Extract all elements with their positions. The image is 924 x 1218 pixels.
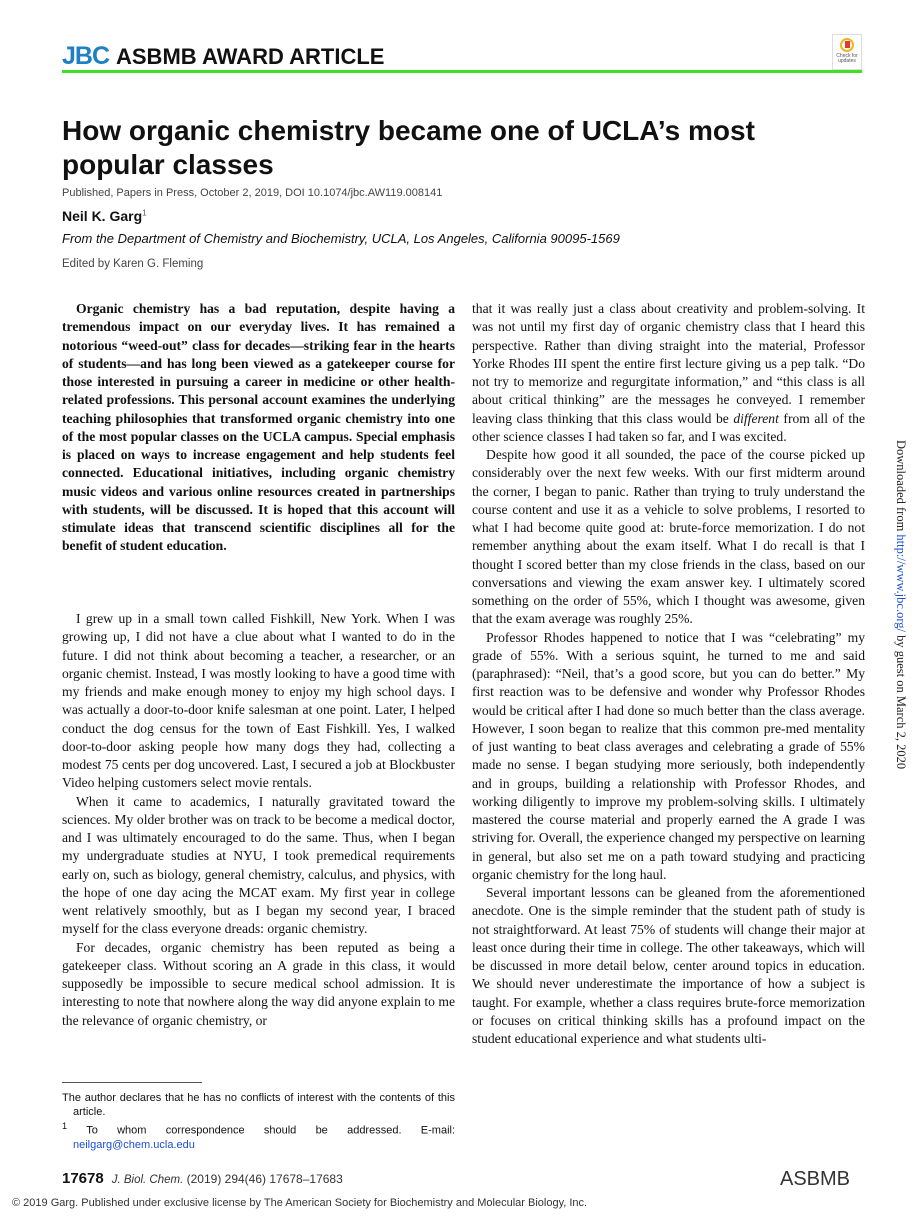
edited-by: Edited by Karen G. Fleming (62, 258, 204, 270)
jbc-link[interactable]: http://www.jbc.org/ (894, 534, 908, 632)
bookmark-icon (840, 38, 854, 52)
download-watermark (893, 440, 908, 769)
body-paragraph: When it came to academics, I naturally gravitated toward the sciences. My older brother was on track to be become a medical doctor, and I was ultimately encouraged to do the same. Thus, when I began my undergraduate studies at NYU, I took premedical requirements early on, such as biology, general chemistry, calculus, and physics, with the hope of one day acing the MCAT exam. My first year in college went relatively smoothly, but as I began my second year, I braced myself for the class everyone dreads: organic chemistry. (62, 793, 455, 937)
check-for-updates-button[interactable] (832, 34, 862, 70)
journal-header (62, 40, 862, 72)
right-column (472, 300, 865, 1048)
check-updates-label: Check for updates (836, 53, 858, 64)
correspondence-footnote (62, 1119, 455, 1152)
page-footer (62, 1170, 343, 1187)
body-paragraph: I grew up in a small town called Fishkill, New York. When I was growing up, I did not have a clue about what I wanted to do in the future. I did not think about becoming a teacher, a researcher, or an organic chemist. Instead, I was mostly looking to have a good time with my friends and make enough money to enjoy my high school days. I was actually a door-to-door knife salesman at one point. Later, I helped conduct the dog census for the town of East Fishkill. Yes, I walked door-to-door asking people how many dogs they had, collecting a modest 75 cents per dog uncovered. Last, I secured a job at Blockbuster Video helping customers select movie rentals. (62, 611, 455, 791)
left-column (62, 610, 455, 1030)
footnote-mark: 1 (62, 1121, 68, 1131)
footnote-divider (62, 1082, 202, 1083)
conflict-footnote: The author declares that he has no conflicts of interest with the contents of this article. (62, 1092, 455, 1118)
article-type-banner: ASBMB AWARD ARTICLE (116, 44, 385, 69)
body-paragraph: Professor Rhodes happened to notice that I was “celebrating” my grade of 55%. With a serious squint, he turned to me and said (paraphrased): “Neil, that’s a good score, but you can do better.” My first reaction was to be defensive and wonder why Professor Rhodes would be critical after I had done so much better than the class average. However, I soon began to realize that this common pre-med mentality of just wanting to beat class averages and celebrating a grade of 55% made no sense. I began studying more seriously, both independently and in groups, building a relationship with Professor Rhodes, and working diligently to improve my problem-solving skills. I ultimately mastered the course material and properly earned the A grade I was striving for. Overall, the experience changed my perspective on learning in general, but also set me on a path toward studying and practicing organic chemistry for the long haul. (472, 629, 865, 882)
text: from all of the other science classes I had taken so far, and I was excited. (472, 410, 865, 444)
footnotes (62, 1091, 455, 1152)
author-name (62, 208, 147, 224)
text: To whom correspondence should be addressed. E-mail: (86, 1124, 456, 1137)
email-link[interactable]: neilgarg@chem.ucla.edu (73, 1138, 195, 1151)
asbmb-logo: ASBMB (780, 1168, 851, 1190)
citation: (2019) 294(46) 17678–17683 (186, 1172, 343, 1186)
header-divider (62, 70, 862, 73)
body-paragraph: Several important lessons can be gleaned from the aforementioned anecdote. One is the simple reminder that the student path of study is not straightforward. At least 75% of students will change their major at least once during their time in college. The other takeaways, which will be discussed in more detail below, center around topics in education. We should never underestimate the importance of how a subject is taught. For example, whether a class requires brute-force memorization or focuses on critical thinking skills has a profound impact on the student educational experience and what students ulti- (472, 885, 865, 1046)
article-title: How organic chemistry became one of UCLA’s most popular classes (62, 115, 755, 180)
abstract: Organic chemistry has a bad reputation, despite having a tremendous impact on our everyday lives. It has remained a notorious “weed-out” class for decades—striking fear in the hearts of students—and has long been viewed as a gatekeeper course for those interested in pursuing a career in medicine or other health-related professions. This personal account examines the underlying teaching philosophies that transformed organic chemistry into one of the most popular classes on the UCLA campus. Special emphasis is placed on ways to increase engagement and help students feel connected. Educational initiatives, including organic chemistry music videos and various online resources created in partnerships with students, will be discussed. It is hoped that this account will stimulate ideas that transcend scientific disciplines all for the benefit of student education. (62, 301, 455, 554)
author-footnote-mark: 1 (142, 208, 147, 218)
author: Neil K. Garg (62, 208, 143, 224)
emphasis: different (733, 410, 779, 426)
text: Downloaded from (894, 440, 908, 535)
affiliation: From the Department of Chemistry and Biochemistry, UCLA, Los Angeles, California 90095-1569 (62, 231, 620, 246)
publication-info: Published, Papers in Press, October 2, 2019, DOI 10.1074/jbc.AW119.008141 (62, 187, 443, 199)
body-paragraph: Despite how good it all sounded, the pace of the course picked up considerably over the next few weeks. With our first midterm around the corner, I began to panic. Rather than trying to truly understand the course content and use it as a vehicle to solve problems, I resorted to what I had become quite good at: brute-force memorization. I do not remember anything about the exam itself. What I do recall is that I thought I scored better than my close friends in the class, based on our conversations and viewing the exam answer key. I ultimately scored something on the order of 55%, which I thought was awesome, given that the exam average was roughly 25%. (472, 447, 865, 627)
text: that it was really just a class about creativity and problem-solving. It was not until my first day of organic chemistry class that I heard this perspective. Rather than diving straight into the material, Professor Yorke Rhodes III spent the entire first lecture giving us a pep talk. “Do not try to memorize and regurgitate information,” and “this class is all about critical thinking” are the messages he conveyed. I remember leaving class thinking that this class would be (472, 301, 865, 426)
copyright: © 2019 Garg. Published under exclusive license by The American Society for Biochemistry and Molecular Biology, Inc. (12, 1197, 588, 1209)
body-paragraph-continued (472, 300, 865, 446)
body-paragraph: For decades, organic chemistry has been reputed as being a gatekeeper class. Without scoring an A grade in this class, it would supposedly be impossible to secure medical school admission. It is interesting to note that nowhere along the way did anyone explain to me the relevance of organic chemistry, or (62, 939, 455, 1028)
text: by guest on March 2, 2020 (894, 632, 908, 770)
page-number: 17678 (62, 1170, 104, 1187)
jbc-logo: JBC (62, 42, 110, 70)
journal-name: J. Biol. Chem. (111, 1174, 184, 1186)
